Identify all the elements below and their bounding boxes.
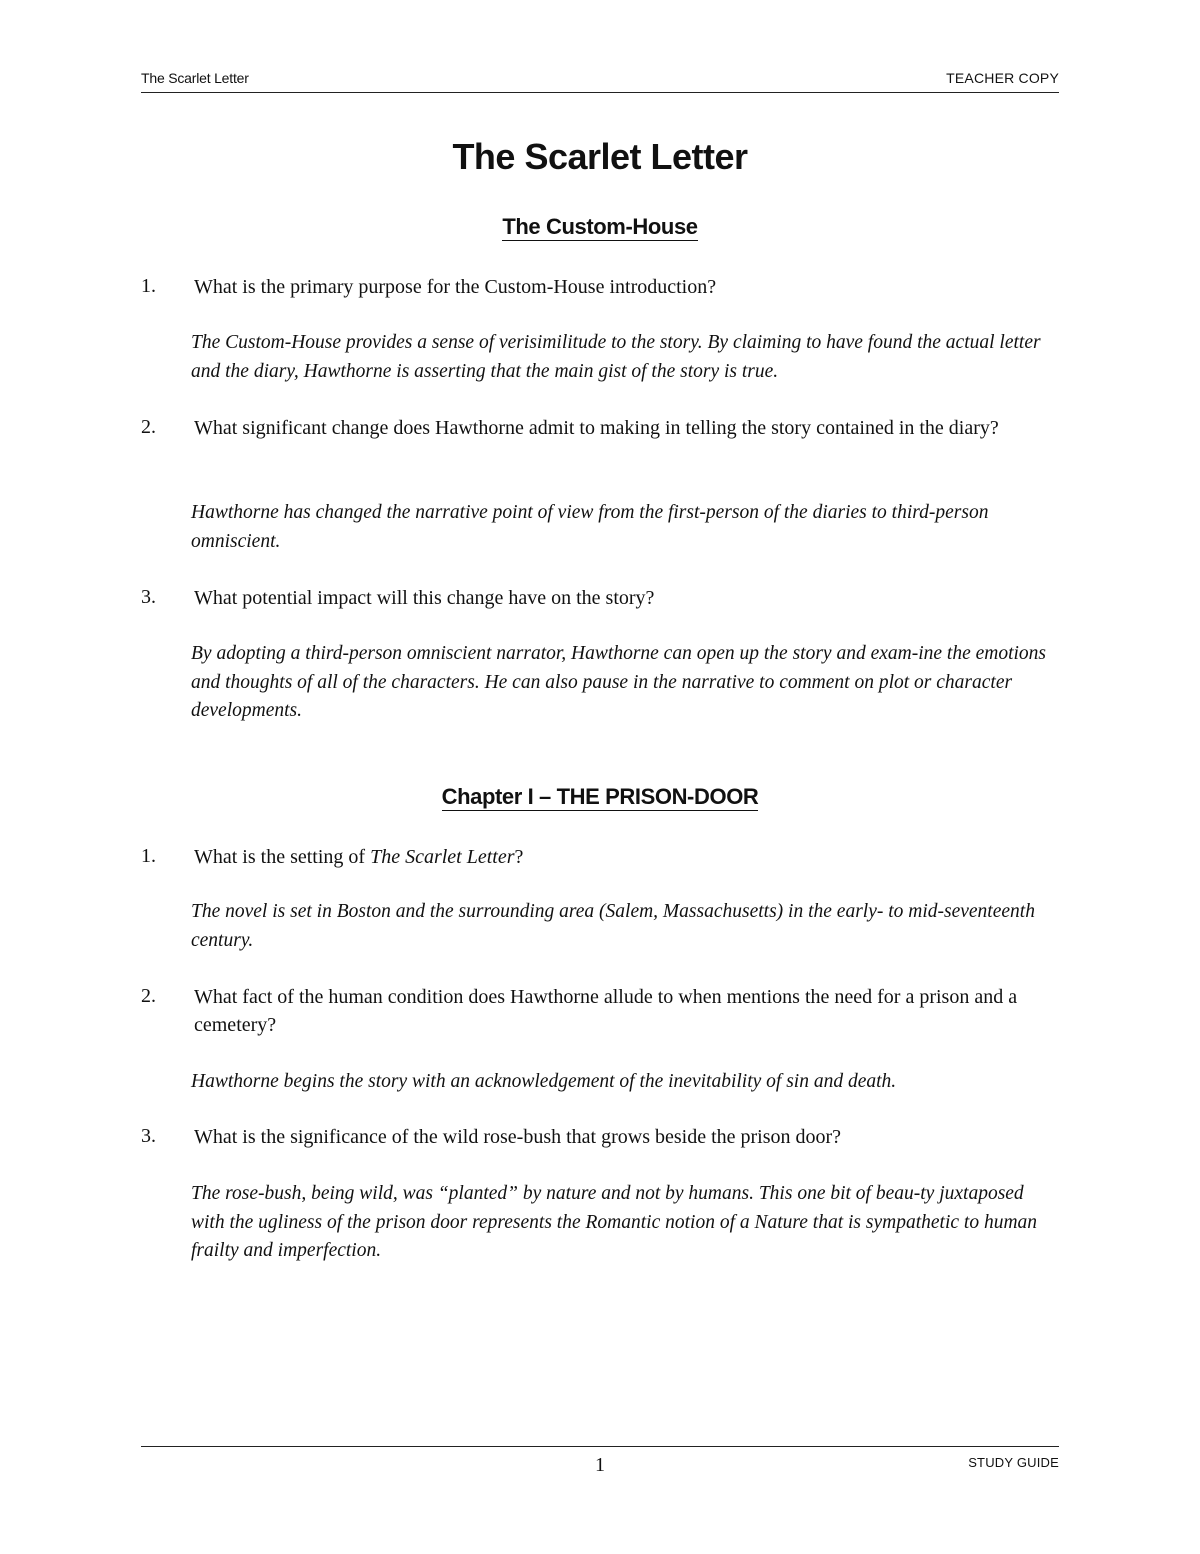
footer-study-guide-label: STUDY GUIDE [968, 1455, 1059, 1470]
question-number: 1. [141, 845, 156, 867]
question-text: What is the primary purpose for the Custom-House introduction? [194, 276, 717, 298]
answer-text: Hawthorne has changed the narrative point of view from the first-person of the diaries to third-person omniscient. [191, 502, 989, 552]
question-number: 3. [141, 586, 156, 608]
question-number: 1. [141, 275, 156, 297]
running-header [141, 68, 1059, 93]
page-number: 1 [595, 1454, 605, 1476]
question-number: 2. [141, 985, 156, 1007]
answer-text: The Custom-House provides a sense of verisimilitude to the story. By claiming to have found the actual letter and the diary, Hawthorne is asserting that the main gist of the story is true. [191, 332, 1041, 382]
answer-text: The novel is set in Boston and the surrounding area (Salem, Massachusetts) in the early- to mid-seventeenth century. [191, 901, 1035, 951]
question-text [194, 843, 1074, 871]
section-heading-text: Chapter I – THE PRISON-DOOR [441, 784, 759, 809]
question-text-prefix: What is the setting of [194, 846, 371, 868]
page-title: The Scarlet Letter [452, 136, 748, 177]
section-heading-chapter-1 [0, 784, 1200, 810]
section-heading-custom-house [0, 214, 1200, 240]
answer-text: Hawthorne begins the story with an acknowledgement of the inevitability of sin and death. [191, 1071, 897, 1092]
question-number: 2. [141, 416, 156, 438]
question-text: What is the significance of the wild rose-bush that grows beside the prison door? [194, 1126, 842, 1148]
header-copy-label: TEACHER COPY [946, 70, 1059, 86]
footer-rule [141, 1446, 1059, 1447]
question-number: 3. [141, 1125, 156, 1147]
question-text: What fact of the human condition does Hawthorne allude to when mentions the need for a prison and a cemetery? [194, 986, 1018, 1036]
question-text-suffix: ? [514, 846, 524, 868]
answer-text: The rose-bush, being wild, was “planted” by nature and not by humans. This one bit of beau-ty juxtaposed with the ugliness of the prison door represents the Romantic notion of a Nature that is sympathetic to human frailty and imperfection. [191, 1183, 1038, 1261]
header-book-title: The Scarlet Letter [141, 70, 249, 86]
book-title-italic: The Scarlet Letter [370, 846, 515, 868]
question-text: What significant change does Hawthorne admit to making in telling the story contained in the diary? [194, 417, 999, 439]
answer-text: By adopting a third-person omniscient narrator, Hawthorne can open up the story and exam-ine the emotions and thoughts of all of the characters. He can also pause in the narrative to comment on plot or character developments. [191, 643, 1047, 721]
section-heading-text: The Custom-House [502, 214, 698, 239]
question-text: What potential impact will this change have on the story? [194, 587, 655, 609]
